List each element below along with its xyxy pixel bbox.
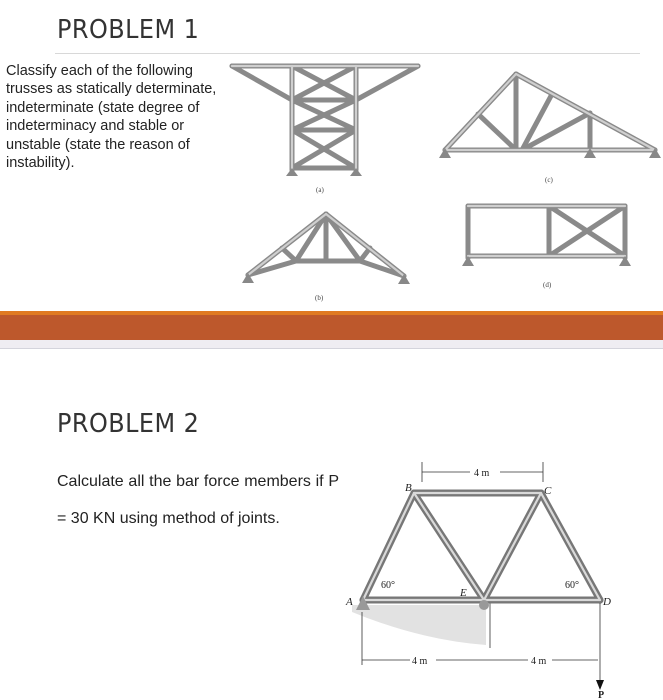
dim-bottom-left: 4 m (412, 656, 428, 667)
caption-b: (b) (315, 294, 324, 302)
truss-d (462, 206, 631, 266)
problem2-text: Calculate all the bar force members if P = 30 KN using method of joints. (57, 473, 339, 527)
problem2-title: PROBLEM 2 (57, 409, 200, 439)
joint-label-d: D (603, 596, 611, 608)
load-label: P (598, 690, 605, 700)
caption-c: (c) (545, 176, 553, 184)
joint-label-a: A (346, 596, 353, 608)
problem1-text: Classify each of the following trusses as statically determinate, indeterminate (state degree of indeterminacy and stable or unstable (state the reason of instability). (6, 63, 217, 172)
caption-d: (d) (543, 281, 552, 289)
angle-left: 60° (381, 580, 395, 591)
truss-b (242, 214, 410, 284)
accent-band (0, 315, 663, 340)
dim-top: 4 m (474, 468, 490, 479)
accent-band-shadow (0, 340, 663, 349)
dim-bottom-right: 4 m (531, 656, 547, 667)
joint-label-b: B (405, 482, 412, 494)
load-arrow-icon (596, 680, 604, 690)
truss-c (439, 74, 661, 158)
ground-hatch (352, 605, 486, 645)
joint-label-e: E (460, 587, 467, 599)
angle-right: 60° (565, 580, 579, 591)
caption-a: (a) (316, 186, 324, 194)
problem1-title: PROBLEM 1 (57, 15, 200, 45)
roller-support-e (479, 600, 489, 610)
joint-label-c: C (544, 485, 552, 497)
problem2-truss (352, 462, 604, 690)
truss-a (232, 66, 418, 176)
